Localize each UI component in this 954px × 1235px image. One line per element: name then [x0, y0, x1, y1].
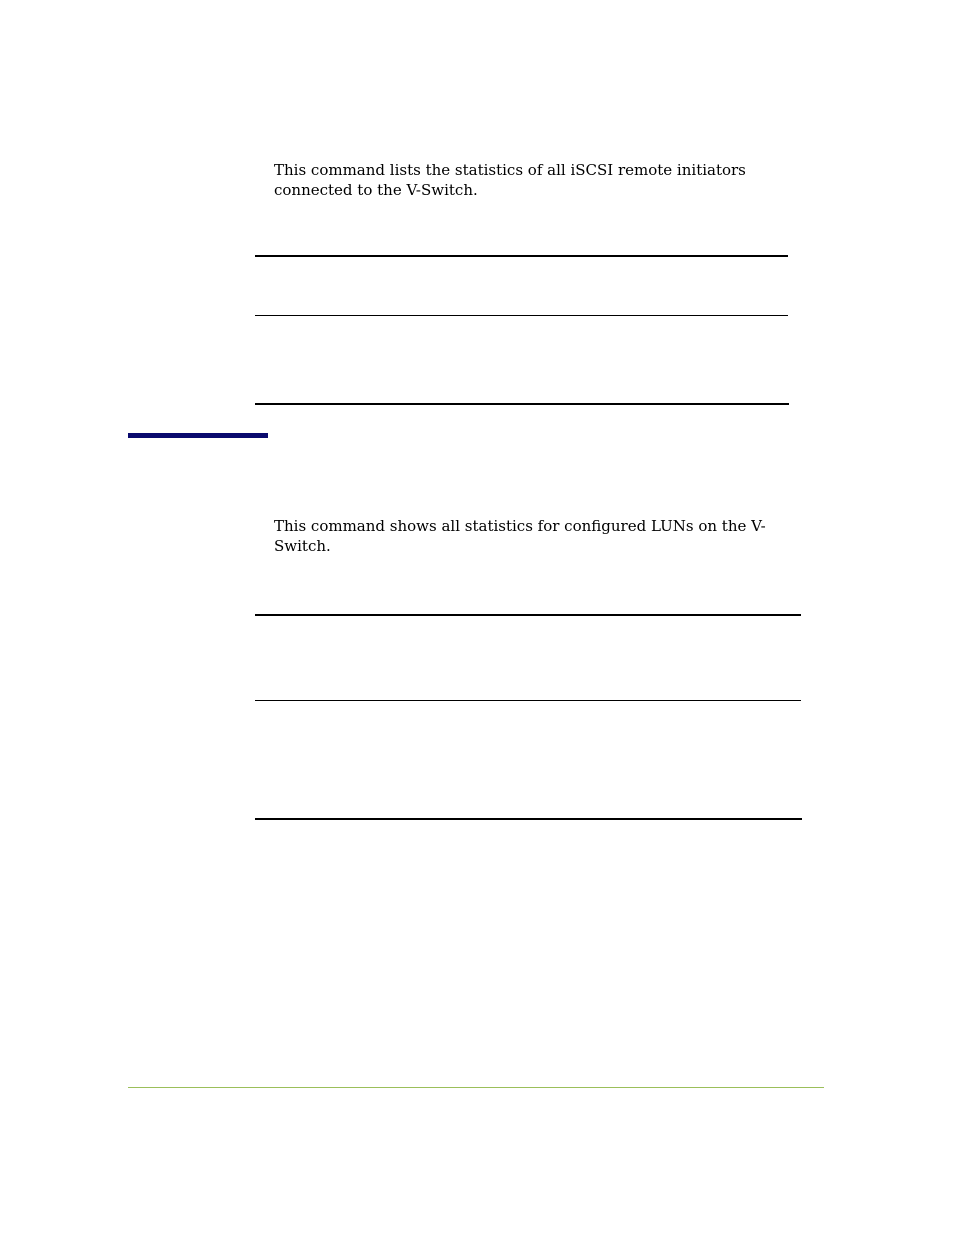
table-1-top-rule — [255, 255, 788, 257]
table-2-bottom-rule — [255, 818, 802, 820]
description-paragraph-lun-statistics: This command shows all statistics for configured LUNs on the V-Switch. — [274, 517, 766, 555]
table-2-header-rule — [255, 700, 801, 701]
table-1-header-rule — [255, 315, 788, 316]
footer-rule — [128, 1087, 824, 1088]
table-1-bottom-rule — [255, 403, 789, 405]
table-2-top-rule — [255, 614, 801, 616]
section-heading-bar — [128, 433, 268, 438]
description-paragraph-initiator-statistics: This command lists the statistics of all iSCSI remote initiators connected to the V-Switch. — [274, 161, 746, 199]
